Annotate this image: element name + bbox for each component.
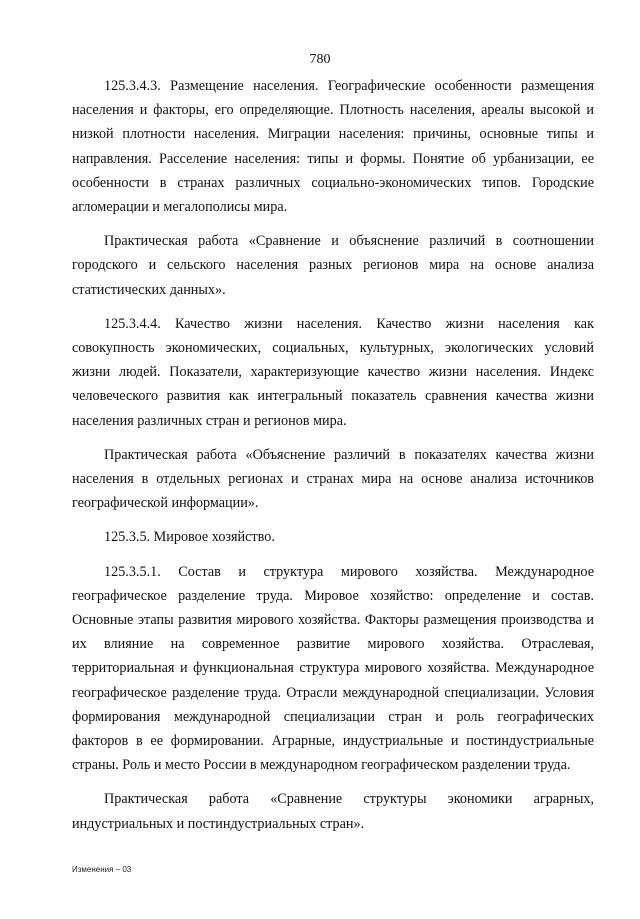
paragraph-population-distribution: 125.3.4.3. Размещение населения. Географические особенности размещения населения и факторы, его определяющие. Плотность населения, ареалы высокой и низкой плотности населения. Миграции населения: причины, основные типы и направления. Расселение населения: типы и формы. Понятие об урбанизации, ее особенности в странах различных социально-экономических типов. Городские агломерации и мегалополисы мира. <box>72 78 594 216</box>
paragraph-practical-work-economy-structure: Практическая работа «Сравнение структуры экономики аграрных, индустриальных и постиндустриальных стран». <box>72 791 594 832</box>
paragraph-practical-work-quality-of-life: Практическая работа «Объяснение различий в показателях качества жизни населения в отдельных регионах и странах мира на основе анализа источников географической информации». <box>72 446 594 512</box>
page-body <box>72 74 594 846</box>
footer-revision-note: Изменения – 03 <box>72 865 132 874</box>
page-number: 780 <box>309 52 331 67</box>
paragraph-world-economy-structure: 125.3.5.1. Состав и структура мирового хозяйства. Международное географическое разделение труда. Мировое хозяйство: определение и состав. Основные этапы развития мирового хозяйства. Факторы размещения производства и их влияние на современное развитие мирового хозяйства. Отраслевая, территориальная и функциональная структура мирового хозяйства. Международное географическое разделение труда. Отрасли международной специализации. Условия формирования международной специализации стран и роль географических факторов в ее формировании. Аграрные, индустриальные и постиндустриальные страны. Роль и место России в международном географическом разделении труда. <box>72 563 594 774</box>
section-heading-world-economy: 125.3.5. Мировое хозяйство. <box>104 529 275 546</box>
paragraph-practical-work-urban-rural: Практическая работа «Сравнение и объяснение различий в соотношении городского и сельского населения разных регионов мира на основе анализа статистических данных». <box>72 233 594 298</box>
paragraph-quality-of-life: 125.3.4.4. Качество жизни населения. Качество жизни населения как совокупность экономических, социальных, культурных, экологических условий жизни людей. Показатели, характеризующие качество жизни населения. Индекс человеческого развития как интегральный показатель сравнения качества жизни населения различных стран и регионов мира. <box>72 315 594 429</box>
